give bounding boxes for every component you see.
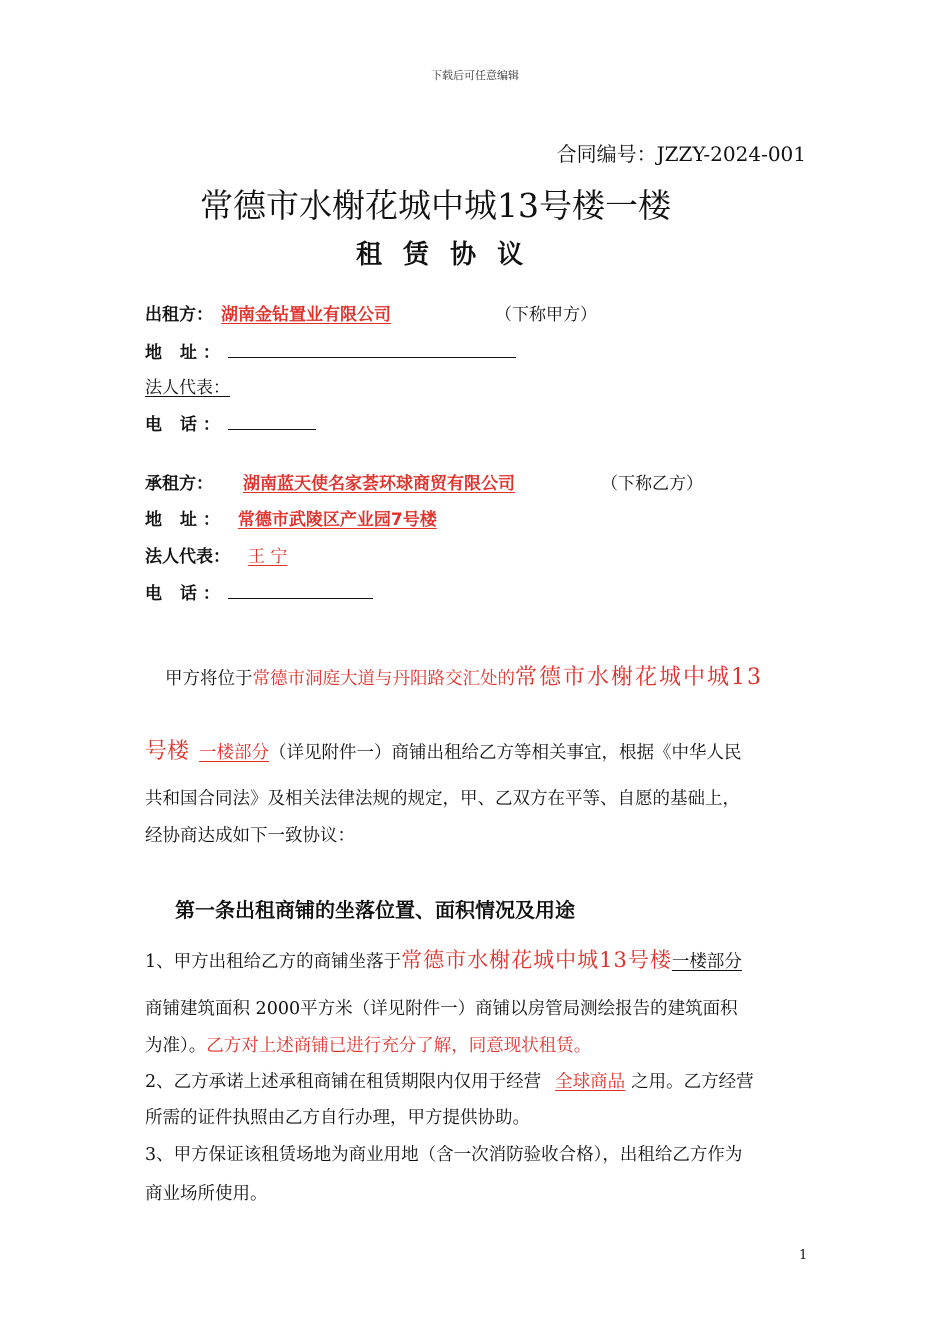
- clause2-b: 全球商品: [555, 1072, 626, 1092]
- lessor-address-row: [145, 338, 516, 363]
- lessee-row: [145, 469, 703, 494]
- intro-p2-d: （详见附件一）商铺出租给乙方等相关事宜，根据《中华人民: [269, 743, 742, 763]
- lessee-rep: 王 宁: [248, 547, 288, 567]
- intro-line-4: 经协商达成如下一致协议：: [145, 826, 355, 846]
- lessee-suffix: （下称乙方）: [601, 474, 703, 494]
- lessee-phone-blank: [228, 597, 373, 599]
- contract-number: 合同编号：JZZY-2024-001: [556, 142, 806, 166]
- lessor-address-label: 地 址：: [145, 343, 226, 363]
- lessor-row: [145, 300, 597, 325]
- intro-line-1: [165, 660, 763, 691]
- lessor-phone-row: [145, 410, 316, 435]
- intro-p2-c: 部分: [234, 743, 270, 763]
- title-main: 常德市水榭花城中城13号楼一楼: [200, 186, 671, 225]
- lessor-phone-label: 电 话：: [145, 415, 226, 435]
- clause2-c: 之用。乙方经营: [631, 1072, 754, 1092]
- clause2-line-1: [145, 1068, 754, 1093]
- intro-line-3: 共和国合同法》及相关法律法规的规定，甲、乙双方在平等、自愿的基础上，: [145, 789, 740, 809]
- clause1-b: 常德市水榭花城中城13号楼: [401, 948, 672, 972]
- intro-p2-b: 一楼: [199, 743, 235, 763]
- intro-p1-c: 常德市水榭花城中城13: [515, 665, 763, 690]
- lessee-name: 湖南蓝天使名家荟环球商贸有限公司: [243, 474, 515, 494]
- clause1-line-1: [145, 944, 742, 974]
- lessee-rep-row: [145, 542, 293, 567]
- intro-p2-a: 号楼: [145, 739, 190, 764]
- intro-p1-b: 常德市洞庭大道与丹阳路交汇处的: [252, 669, 515, 689]
- clause1-c: 一楼部分: [671, 952, 742, 972]
- page-number: 1: [799, 1248, 808, 1263]
- lessee-phone-row: [145, 579, 373, 604]
- clause1-line-3: [145, 1032, 591, 1057]
- lessor-rep-label: 法人代表：: [145, 378, 230, 398]
- lessee-address: 常德市武陵区产业园7号楼: [237, 510, 437, 530]
- article1-heading: 第一条出租商铺的坐落位置、面积情况及用途: [175, 898, 575, 922]
- lessee-address-row: [145, 505, 733, 530]
- lessee-label: 承租方：: [145, 474, 213, 494]
- lessor-address-blank: [228, 356, 516, 358]
- lessee-phone-label: 电 话：: [145, 584, 226, 604]
- lessee-address-label: 地 址：: [145, 510, 226, 530]
- intro-line-2: [145, 734, 742, 765]
- lessor-phone-blank: [228, 428, 316, 430]
- clause1-line-2: 商铺建筑面积 2000平方米（详见附件一）商铺以房管局测绘报告的建筑面积: [145, 999, 738, 1019]
- clause3-line-2: 商业场所使用。: [145, 1184, 268, 1204]
- lessee-rep-label: 法人代表：: [145, 547, 230, 567]
- header-note: 下载后可任意编辑: [431, 69, 519, 82]
- clause1-e: 为准）。: [145, 1036, 207, 1056]
- clause2-a: 2、乙方承诺上述承租商铺在租赁期限内仅用于经营: [145, 1072, 542, 1092]
- clause2-line-2: 所需的证件执照由乙方自行办理，甲方提供协助。: [145, 1108, 530, 1128]
- clause1-f: 乙方对上述商铺已进行充分了解，同意现状租赁。: [206, 1036, 592, 1056]
- clause3-line-1: 3、甲方保证该租赁场地为商业用地（含一次消防验收合格），出租给乙方作为: [145, 1145, 743, 1165]
- lessor-suffix: （下称甲方）: [495, 305, 597, 325]
- lessor-label: 出租方：: [145, 305, 213, 325]
- intro-p1-a: 甲方将位于: [165, 669, 253, 689]
- clause1-a: 1、甲方出租给乙方的商铺坐落于: [145, 952, 402, 972]
- title-sub: 租 赁 协 议: [356, 240, 530, 270]
- lessor-name: 湖南金钻置业有限公司: [221, 305, 391, 325]
